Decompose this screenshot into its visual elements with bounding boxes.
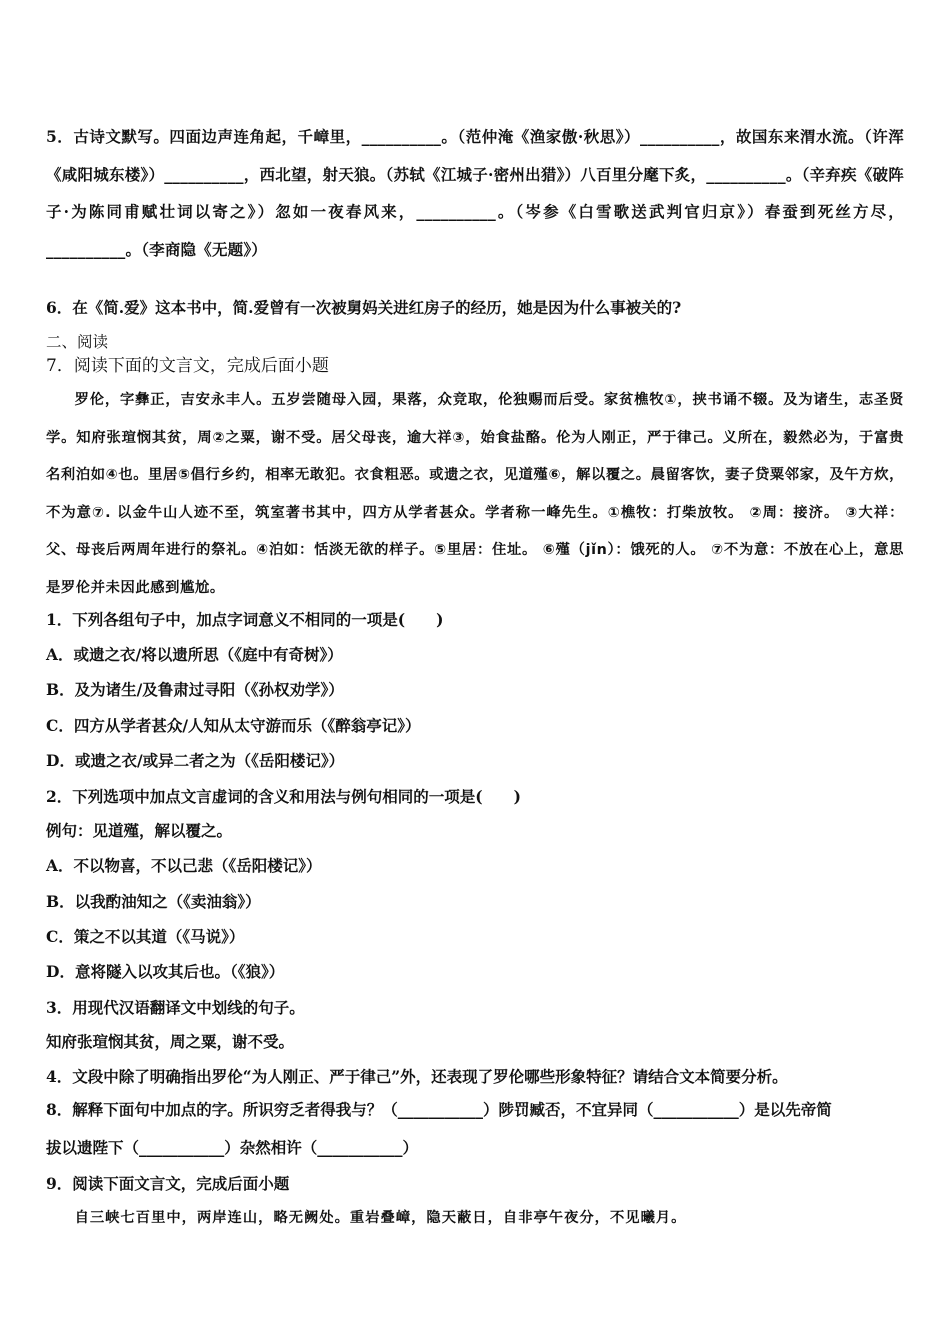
question-5: [46, 118, 904, 268]
question-9-passage: 自三峡七百里中，两岸连山，略无阙处。重岩叠嶂，隐天蔽日，自非亭午夜分，不见曦月。: [74, 1210, 687, 1226]
q7-sub2-option-a: A．不以物喜，不以己悲（《岳阳楼记》）: [46, 856, 322, 875]
q7-sub1-option-a: A．或遗之衣/将以遗所思（《庭中有奇树》）: [46, 645, 343, 664]
q7-sub2-option-c: C．策之不以其道（《马说》）: [46, 927, 245, 946]
q7-sub1-option-c: C．四方从学者甚众/人知从太守游而乐（《醉翁亭记》）: [46, 716, 421, 735]
question-9-title: 9．阅读下面文言文，完成后面小题: [46, 1174, 290, 1193]
q7-sub2-stem: 2．下列选项中加点文言虚词的含义和用法与例句相同的一项是( ): [46, 787, 521, 806]
q7-sub2-option-d: D．意将隧入以攻其后也。（《狼》）: [46, 962, 285, 981]
q7-sub3-stem: 3．用现代汉语翻译文中划线的句子。: [46, 998, 305, 1017]
question-8-line-2: 拔以遗陛下（___________）杂然相许（___________）: [46, 1138, 419, 1157]
section-heading-reading: 二、阅读: [46, 333, 109, 351]
q7-sub1-option-b: B．及为诸生/及鲁肃过寻阳（《孙权劝学》）: [46, 680, 344, 699]
q7-sub1-stem: 1．下列各组句子中，加点字词意义不相同的一项是( ): [46, 610, 444, 629]
q7-sub1-option-d: D．或遗之衣/或异二者之为（《岳阳楼记》）: [46, 751, 345, 770]
question-7-passage: 罗伦，字彝正，吉安永丰人。五岁尝随母入园，果落，众竞取，伦独赐而后受。家贫樵牧①，挟书诵不辍。及为诸生，志圣贤学。知府张瑄悯其贫，周②之粟，谢不受。居父母丧，逾大祥③，始食盐酪。伦为人刚正，严于律己。义所在，毅然必为，于富贵名利泊如④也。里居⑤倡行乡约，相率无敢犯。衣食粗恶。或遗之衣，见道殣⑥，解以覆之。晨留客饮，妻子贷粟邻家，及午方炊，不为意⑦. 以金牛山人迹不至，筑室著书其中，四方从学者甚众。学者称一峰先生。①樵牧：打柴放牧。 ②周：接济。 ③大祥：父、母丧后两周年进行的祭礼。④泊如：恬淡无欲的样子。⑤里居：住址。 ⑥殣（jǐn）：饿死的人。 ⑦不为意：不放在心上，意思是罗伦并未因此感到尴尬。: [46, 392, 904, 596]
q7-sub2-option-b: B．以我酌油知之（《卖油翁》）: [46, 892, 261, 911]
question-8-line-1: 8．解释下面句中加点的字。所识穷乏者得我与？（___________）陟罚臧否，不宜异同（___________）是以先帝简: [46, 1100, 832, 1119]
q7-sub3-sentence: 知府张瑄悯其贫，周之粟，谢不受。: [46, 1032, 295, 1051]
q7-sub4-stem: 4．文段中除了明确指出罗伦“为人刚正、严于律己”外，还表现了罗伦哪些形象特征？请结合文本简要分析。: [46, 1067, 788, 1086]
question-6: 6．在《简.爱》这本书中，简.爱曾有一次被舅妈关进红房子的经历，她是因为什么事被关的?: [46, 298, 682, 317]
question-5-number: 5．: [46, 127, 74, 146]
question-5-text: 古诗文默写。四面边声连角起，千嶂里，__________。（范仲淹《渔家傲·秋思》）__________，故国东来渭水流。（许浑《咸阳城东楼》）__________，西北望，射天狼。（苏轼《江城子·密州出猎》）八百里分麾下炙，__________。（辛弃疾《破阵子·为陈同甫赋壮词以寄之》）忽如一夜春风来，__________。（岑参《白雪歌送武判官归京》）春蚕到死丝方尽，__________。（李商隐《无题》）: [46, 127, 905, 259]
q7-sub2-example: 例句：见道殣，解以覆之。: [46, 821, 233, 840]
question-7-title: 7．阅读下面的文言文，完成后面小题: [46, 356, 329, 376]
